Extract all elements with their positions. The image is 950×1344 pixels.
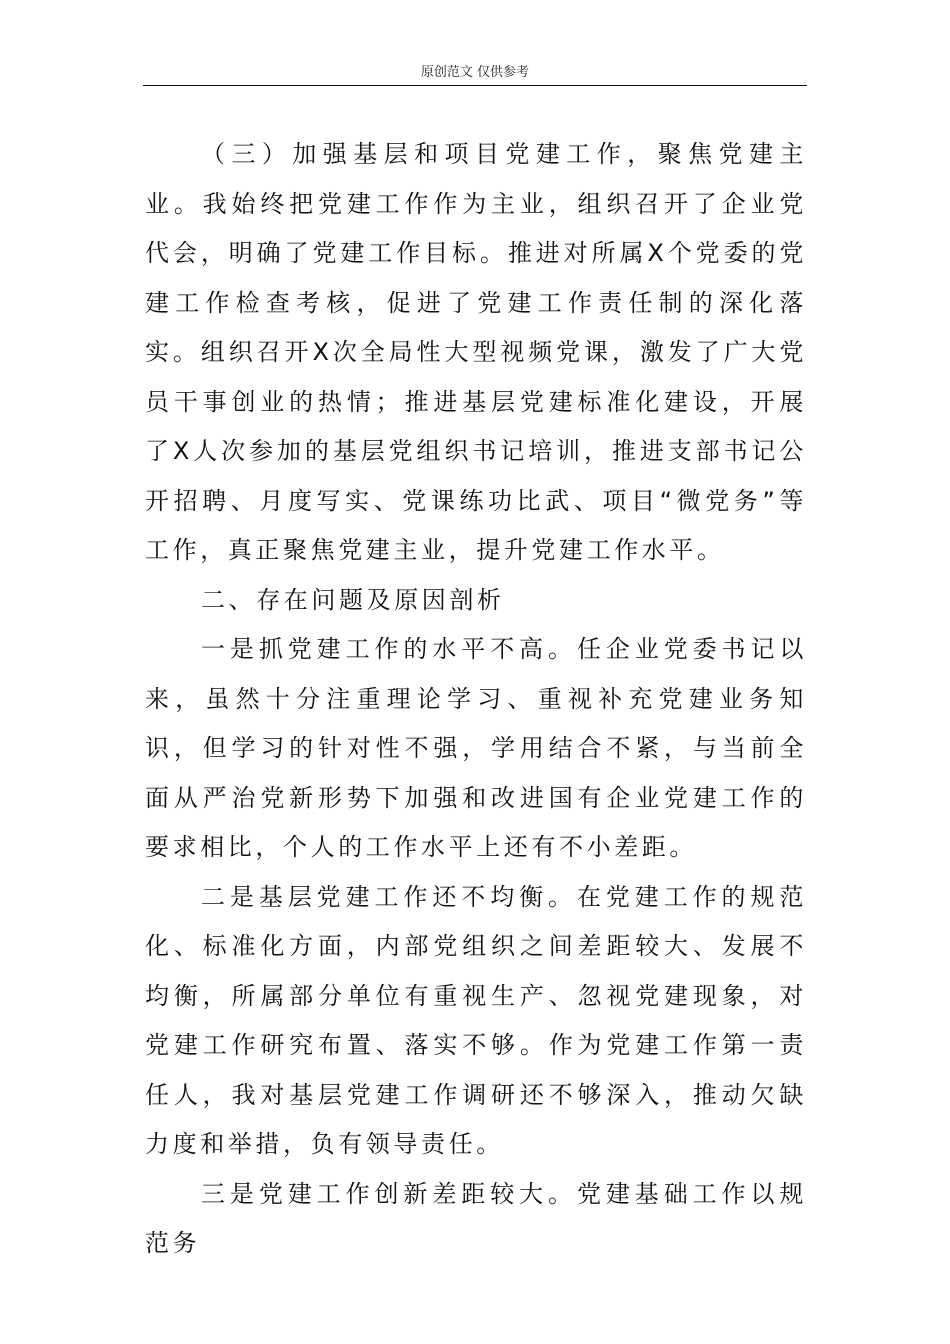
header-divider (143, 85, 807, 86)
page-header: 原创范文 仅供参考 (420, 65, 530, 80)
paragraph-party-building-work: （三）加强基层和项目党建工作，聚焦党建主业。我始终把党建工作作为主业，组织召开了企业党代会，明确了党建工作目标。推进对所属X个党委的党建工作检查考核，促进了党建工作责任制的深化落实。组织召开X次全局性大型视频党课，激发了广大党员干事创业的热情；推进基层党建标准化建设，开展了X人次参加的基层党组织书记培训，推进支部书记公开招聘、月度写实、党课练功比武、项目“微党务”等工作，真正聚焦党建主业，提升党建工作水平。 (145, 140, 807, 564)
paragraph-problem-three: 三是党建工作创新差距较大。党建基础工作以规范务 (145, 1179, 807, 1257)
section-heading-problems: 二、存在问题及原因剖析 (201, 585, 505, 614)
document-body (145, 130, 807, 1269)
paragraph-problem-one: 一是抓党建工作的水平不高。任企业党委书记以来，虽然十分注重理论学习、重视补充党建业务知识，但学习的针对性不强，学用结合不紧，与当前全面从严治党新形势下加强和改进国有企业党建工作的要求相比，个人的工作水平上还有不小差距。 (145, 635, 807, 861)
paragraph-problem-two: 二是基层党建工作还不均衡。在党建工作的规范化、标准化方面，内部党组织之间差距较大、发展不均衡，所属部分单位有重视生产、忽视党建现象，对党建工作研究布置、落实不够。作为党建工作第一责任人，我对基层党建工作调研还不够深入，推动欠缺力度和举措，负有领导责任。 (145, 882, 807, 1158)
